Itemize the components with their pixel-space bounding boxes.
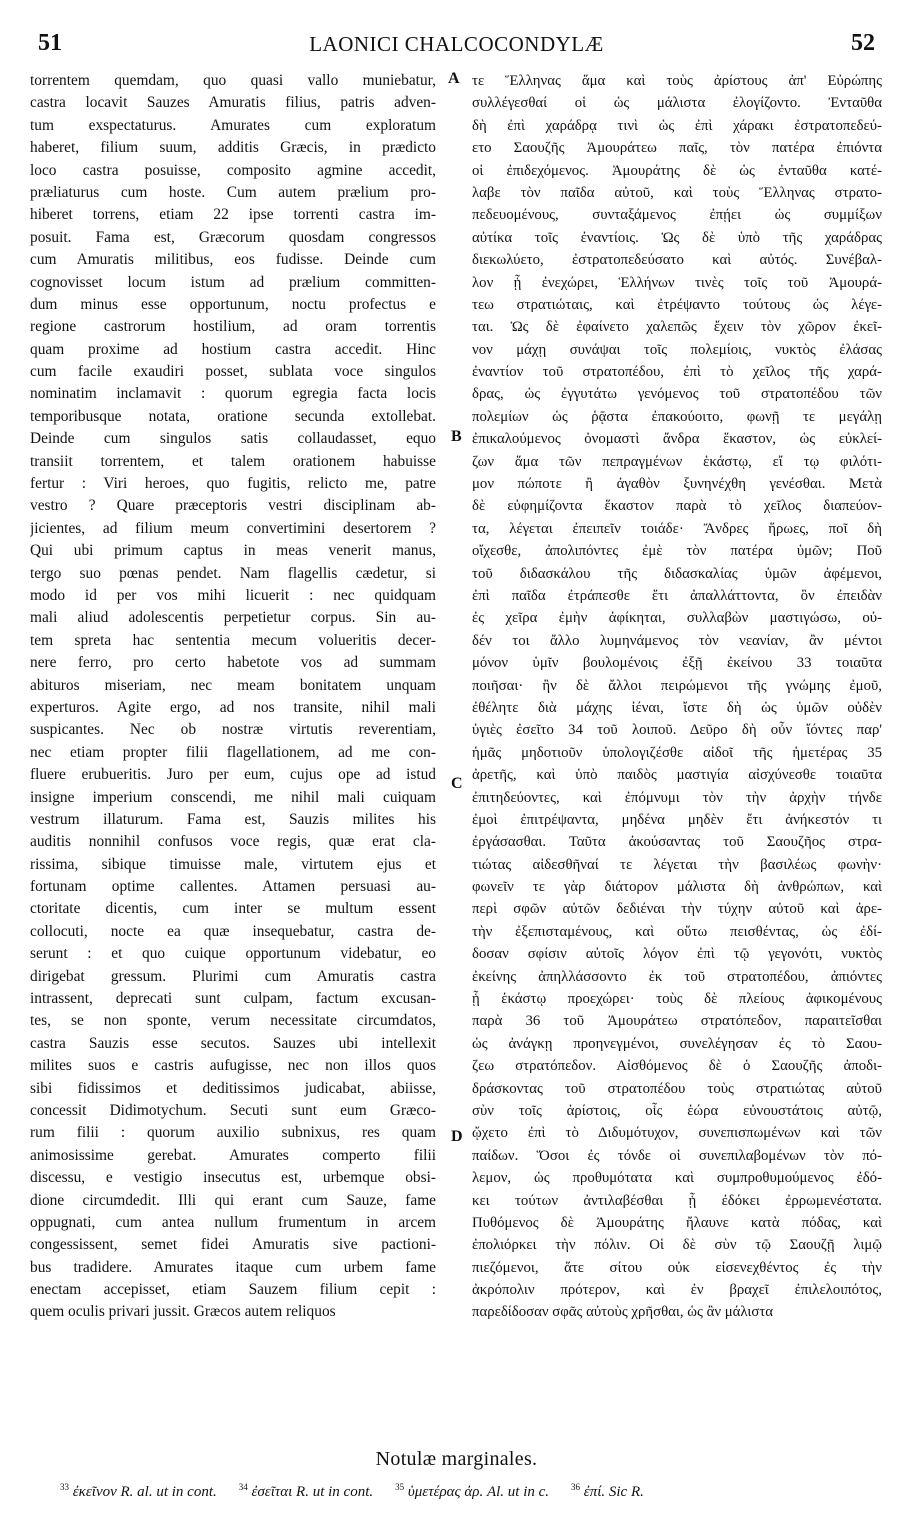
greek-text-line: παίδων. Ὅσοι ἐς τόνδε οἱ συνεπιλαβομένων τὸν πό- — [472, 1147, 882, 1164]
margin-marker-d: D — [451, 1128, 463, 1145]
latin-text-line: abituros miseriam, nec meam bonitatem unquam — [30, 676, 436, 694]
greek-text-line: δέν τοι ἄλλο λυμηνάμενος τὸν νεανίαν, ἂν μέντοι — [472, 632, 882, 649]
greek-text-line: δρας, ὡς ἐγγυτάτω γενόμενος τοῦ στρατοπέδου τῶν — [472, 386, 882, 403]
latin-text-line: tergo suo pœnas pendet. Nam flagellis cædetur, si — [30, 564, 436, 582]
latin-text-line: mali aliud adolescentis perpetietur corpus. Sin au- — [30, 609, 436, 627]
marginal-notes — [60, 1482, 873, 1501]
latin-text-line: castra locavit Sauzes Amuratis filius, patris adven- — [30, 94, 436, 112]
latin-text-line: discessu, e vestigio insecutus est, urbemque obsi- — [30, 1169, 436, 1187]
margin-marker-b: B — [451, 428, 462, 445]
latin-text-line: experturos. Agite ergo, ad nos transite, nihil mali — [30, 698, 436, 716]
greek-text-line: δράσκοντας τοῦ στρατοπέδου τοὺς στρατιώτας αὐτοῦ — [472, 1080, 882, 1097]
greek-text-line: πολεμίων ὡς ῥᾷστα ἐπακούοιτο, φωνῇ τε μεγάλῃ — [472, 408, 882, 425]
latin-text-line: tem spreta hac sententia mecum volueritis decer- — [30, 631, 436, 649]
greek-text-line: μον πώποτε ἢ ἀγαθὸν ξυνηνέχθη γενέσθαι. Μετὰ — [472, 476, 882, 493]
latin-text-line: nominatim inclamavit : quorum egregia facta locis — [30, 385, 436, 403]
latin-text-line: haberet, filium suum, additis Græcis, in prædicto — [30, 139, 436, 157]
latin-text-line: fluere erubueritis. Juro per eum, cujus ope ad istud — [30, 766, 436, 784]
latin-text-line: milites suos e castris aufugisse, nec non illos quos — [30, 1057, 436, 1075]
greek-text-line: νον μάχῃ συνάψαι τοῖς πολεμίοις, νυκτὸς ἐλάσας — [472, 341, 882, 358]
latin-text-line: enectam accepisset, etiam Sauzem filium cepit : — [30, 1281, 436, 1299]
greek-text-line: πεδευομένους, συνταξάμενος ἐπῄει ὡς συμμίξων — [472, 207, 882, 224]
greek-text-line: ετο Σαουζῆς Ἀμουράτεω παῖς, τὸν πατέρα ἐπιόντα — [472, 140, 882, 157]
latin-text-line: cognovisset locum istum ad prælium committen- — [30, 273, 436, 291]
greek-text-line: ἐργάσασθαι. Ταῦτα ἀκούσαντας τοῦ Σαουζῆος στρα- — [472, 834, 882, 851]
greek-text-line: ται. Ὡς δὲ ἐφαίνετο χαλεπῶς ἔχειν τὸν χῶρον ἐκεῖ- — [472, 319, 882, 336]
latin-column — [30, 70, 436, 1324]
greek-text-line: τὴν ἐξεπισταμένους, καὶ οὕτω πεισθέντας, ὡς ἐδί- — [472, 923, 882, 940]
greek-text-line: ποιῆσαι· ἢν δὲ ἄλλοι πειρώμενοι τῆς γνώμης ἐμοῦ, — [472, 677, 882, 694]
latin-text-line: rum filii : quorum auxilio subnixus, res quam — [30, 1124, 436, 1142]
running-title: LAONICI CHALCOCONDYLÆ — [309, 32, 604, 56]
greek-text-line: ὡς ἀνάγκῃ προηνεγμένοι, συνελέγησαν ἐς τὸ Σαου- — [472, 1035, 882, 1052]
greek-text-line: ὑγιὲς ἐσεῖτο 34 τοῦ λοιποῦ. Δεῦρο δὴ οὖν ἴόντες παρ' — [472, 722, 882, 739]
note-text: ἐσεῖται R. ut in cont. — [247, 1484, 374, 1500]
latin-text-line: suspicantes. Nec ob nostræ virtutis reverentiam, — [30, 721, 436, 739]
greek-text-line: λεμον, ὡς προθυμότατα καὶ συμπροθυμούμενος ἐδό- — [472, 1170, 882, 1187]
latin-text-line: fortunam optime callentes. Attamen persuasi au- — [30, 878, 436, 896]
greek-text-line: δὲ εὐφημίζοντα ἕκαστον παρὰ τὸ χεῖλος διαπεύον- — [472, 498, 882, 515]
latin-text-line: vestrum illaturum. Fama est, Sauzis milites his — [30, 810, 436, 828]
note-text: ἐπί. Sic R. — [580, 1484, 644, 1500]
latin-text-line: præliaturus cum hoste. Cum autem prælium pro- — [30, 183, 436, 201]
greek-text-line: ἀκρόπολιν πρότερον, καὶ ἐν βραχεῖ ἐπιλελοιπότος, — [472, 1282, 882, 1299]
greek-text-line: συλλέγεσθαί οἱ ὡς μάλιστα ἐλογίζοντο. Ἐνταῦθα — [472, 95, 882, 112]
latin-text-line: modo id per vos mihi licuerit : nec quidquam — [30, 586, 436, 604]
greek-text-line: τε Ἕλληνας ἅμα καὶ τοὺς ἀρίστους ἀπ' Εὐρώπης — [472, 73, 882, 89]
greek-text-line: ἐπιτηδεύοντες, καὶ ἐπόμνυμι τὸν τὴν ἀρχὴν τήνδε — [472, 789, 882, 806]
note-number: 35 — [395, 1482, 405, 1492]
greek-text-line: Πυθόμενος δὲ Ἀμουράτης ἤλαυνε κατὰ πόδας, καὶ — [472, 1214, 882, 1231]
page-header — [38, 30, 875, 60]
greek-text-line: δὴ ἐπὶ χαράδρᾳ τινὶ ὡς ἐπὶ χάρακι ἐστρατοπεδεύ- — [472, 117, 882, 134]
marginal-note — [395, 1484, 549, 1500]
greek-text-line: ἐμοὶ ἐπιτρέψαντα, μηδένα μηδὲν ἔτι ἀνήκεστόν τι — [472, 811, 882, 828]
greek-text-line: αὐτίκα τοῖς ἐναντίοις. Ὡς δὲ ὑπὸ τῆς χαράδρας — [472, 229, 882, 246]
note-number: 36 — [571, 1482, 581, 1492]
greek-text-line: περὶ σφῶν αὐτῶν δεδιέναι τὴν τύχην αὐτοῦ καὶ ἀρε- — [472, 901, 882, 918]
right-page-number: 52 — [851, 30, 875, 56]
marginal-note — [571, 1484, 644, 1500]
greek-text-line: λαβε τὸν παῖδα αὐτοῦ, καὶ τοὺς Ἕλληνας στρατο- — [472, 184, 882, 201]
latin-text-line: serunt : et quo cuique opportunum videbatur, eo — [30, 945, 436, 963]
latin-text-line: concessit Didimotychum. Secuti sunt eum Græco- — [30, 1101, 436, 1119]
greek-text-line: ἐναντίον τοῦ στρατοπέδου, ἐπὶ τὸ χεῖλος τῆς χαρά- — [472, 364, 882, 381]
left-page-number: 51 — [38, 30, 62, 56]
latin-text-line: sibi fidissimos et deditissimos judicabat, abiisse, — [30, 1079, 436, 1097]
latin-text-line: rissima, sibique timuisse male, virtutem ejus et — [30, 855, 436, 873]
greek-text-line: παρεδίδοσαν σφᾶς αὐτοὺς χρῆσθαι, ὡς ἂν μάλιστα — [472, 1304, 774, 1321]
greek-text-line: μόνον ὑμῖν βουλομένοις ἐξῇ ἐκείνου 33 τοιαῦτα — [472, 655, 882, 672]
latin-text-line: dum minus esse opportunum, noctu profectus e — [30, 295, 436, 313]
latin-text-line: collocuti, nocte ea quæ insequebatur, castra de- — [30, 922, 436, 940]
latin-text-line: Qui ubi primum captus in meas venerit manus, — [30, 542, 436, 560]
latin-text-line: bus tradidere. Amurates itaque cum urbem fame — [30, 1258, 436, 1276]
greek-text-line: λον ᾗ ἐνεχώρει, Ἑλλήνων τινὲς τοῖς τοῦ Ἀμουρά- — [472, 274, 882, 291]
latin-text-line: quam proxime ad hostium castra accedit. Hinc — [30, 340, 436, 358]
latin-text-line: posuit. Fama est, Græcorum quosdam congressos — [30, 228, 436, 246]
greek-text-line: τα, λέγεται ἐπειπεῖν τοιάδε· Ἄνδρες ἥρωες, ποῖ δὴ — [472, 520, 882, 537]
greek-text-line: ἐπὶ παῖδα ἐτράπεσθε ἔτι ἀπαλλάττοντα, ὃν ἐπειδὰν — [472, 587, 882, 604]
greek-text-line: ἐς χεῖρα ἐμὴν ἀφίκηται, συλλαβὼν μαστιγώσω, οὐ- — [472, 610, 882, 627]
latin-text-line: hiberet torrens, etiam 22 ipse torrenti castra im- — [30, 206, 436, 224]
greek-text-line: παρὰ 36 τοῦ Ἀμουράτεω στρατόπεδον, παραιτεῖσθαι — [472, 1013, 882, 1030]
greek-text-line: οἴχεσθε, ἀπολιπόντες ἐμὲ τὸν πατέρα ὑμῶν; Ποῦ — [472, 543, 882, 560]
latin-text-line: nere ferro, pro certo habetote vos ad summam — [30, 654, 436, 672]
greek-text-line: τοῦ διδασκάλου τῆς διδασκαλίας ὑμῶν ἀφέμενοι, — [472, 565, 882, 582]
greek-text-line: ἐκείνης ἀπηλλάσσοντο ἐκ τοῦ στρατοπέδου, ἀπιόντες — [472, 968, 882, 985]
greek-text-line: ᾤχετο ἐπὶ τὸ Διδυμότυχον, συνεπισπωμένων καὶ τῶν — [472, 1125, 882, 1142]
latin-text-line: quem oculis privari jussit. Græcos autem reliquos — [30, 1303, 336, 1321]
latin-text-line: temporibusque notata, oratione secunda extollebat. — [30, 407, 436, 425]
latin-text-line: castra Sauzis esse secutos. Sauzes ubi intellexit — [30, 1034, 436, 1052]
note-text: ἐκεῖνον R. al. ut in cont. — [69, 1484, 217, 1500]
greek-text-line: ἡμᾶς μηδοτιοῦν ὑπολογιζέσθε αἰδοῖ τῆς ἡμετέρας 35 — [472, 744, 882, 761]
latin-text-line: torrentem quemdam, quo quasi vallo muniebatur, — [30, 72, 436, 89]
greek-text-line: ἐπικαλούμενος ὀνομαστὶ ἄνδρα ἕκαστον, ὡς εὐκλεί- — [472, 431, 882, 448]
latin-text-line: oppugnati, cum antea nullum frumentum in arcem — [30, 1213, 436, 1231]
note-text: ὑμετέρας ἀρ. Al. ut in c. — [404, 1484, 550, 1500]
greek-text-line: ἐπολιόρκει τὴν πόλιν. Οἱ δὲ σὺν τῷ Σαουζῇ λιμῷ — [472, 1237, 882, 1254]
latin-text-line: animosissime gerebat. Amurates comperto filii — [30, 1146, 436, 1164]
note-number: 33 — [60, 1482, 69, 1492]
greek-text-line: κει τούτων ἀντιλαβέσθαι ᾗ ἐδόκει ἐρρωμενέστατα. — [472, 1192, 882, 1209]
greek-column — [472, 70, 882, 1324]
latin-text-line: ctoritate dicentis, cum inter se multum essent — [30, 900, 436, 918]
greek-text-line: φωνεῖν τε γὰρ διάτορον μάλιστα δὴ ἀνθρώπων, καὶ — [472, 879, 882, 896]
latin-text-line: cum Amuratis militibus, eos fudisse. Deinde cum — [30, 251, 436, 269]
greek-text-line: σὺν τοῖς ἀρίστοις, οἷς ἑώρα εὐνουστάτοις αὐτῷ, — [472, 1102, 882, 1119]
greek-text-line: τιώτας αἰδεσθῆναί τε λέγεται τὴν βασιλέως φωνὴν· — [472, 856, 882, 873]
greek-text-line: ζων ἅμα τῶν πεπραγμένων ἑκάστῳ, εἴ τῳ φιλότι- — [472, 453, 882, 470]
greek-text-line: τεω στρατιώταις, καὶ ἐτρέψαντο τούτους ὡς λέγε- — [472, 296, 882, 313]
latin-text-line: tes, se non sponte, verum necessitate circumdatos, — [30, 1012, 436, 1030]
latin-text-line: jicientes, ad filium meum convertimini desertorem ? — [30, 519, 436, 537]
greek-text-line: ᾗ ἑκάστῳ προεχώρει· τοὺς δὲ πλείους ἀφικομένους — [472, 991, 882, 1008]
greek-text-line: ἀρετῆς, καὶ ὑπὸ παιδὸς μαστιγία αἰσχύνεσθε τοιαῦτα — [472, 767, 882, 784]
latin-text-line: dirigebat gressum. Plurimi cum Amuratis castra — [30, 967, 436, 985]
latin-text-line: dione circumdedit. Illi qui erant cum Sauze, fame — [30, 1191, 436, 1209]
latin-text-line: cum facile exaudiri posset, sublata voce singulos — [30, 363, 436, 381]
greek-text-line: οἱ ἐπιδεχόμενος. Ἀμουράτης δὲ ὡς ἐνταῦθα κατέ- — [472, 162, 882, 179]
greek-text-line: πιεζόμενοι, ἅτε σίτου οὐκ εἰσενεχθέντος ἐς τὴν — [472, 1259, 882, 1276]
latin-text-line: insigne imperium conscendi, me nihil mali cuiquam — [30, 788, 436, 806]
latin-text-line: loco castra posuisse, composito agmine accedit, — [30, 161, 436, 179]
greek-text-line: ἐθέλητε διὰ μάχης ἰέναι, ἴστε δὴ ὡς ὑμῶν οὐδὲν — [472, 699, 882, 716]
latin-text-line: nec etiam propter filii flagellationem, ad me con- — [30, 743, 436, 761]
greek-text-line: δοσαν σφίσιν αὐτοῖς λόγον ἐπὶ τῷ γεγονότι, νυκτὸς — [472, 946, 882, 963]
latin-text-line: auditis nonnihil confusos voce regis, quæ erat cla- — [30, 833, 436, 851]
latin-text-line: intrassent, deprecati sunt culpam, factum excusan- — [30, 990, 436, 1008]
margin-marker-a: A — [448, 70, 460, 87]
marginal-note — [239, 1484, 373, 1500]
latin-text-line: transiit torrentem, et talem orationem habuisse — [30, 452, 436, 470]
greek-text-line: ζεω στρατόπεδον. Αἰσθόμενος δὲ ὁ Σαουζῆς ἀποδι- — [472, 1058, 882, 1075]
latin-text-line: tum exspectaturus. Amurates cum exploratum — [30, 116, 436, 134]
latin-text-line: regione castrorum hostilium, ad oram torrentis — [30, 318, 436, 336]
latin-text-line: Deinde cum singulos satis collaudasset, equo — [30, 430, 436, 448]
latin-text-line: fertur : Viri heroes, quo fugitis, relicto me, patre — [30, 475, 436, 493]
marginal-note — [60, 1484, 217, 1500]
latin-text-line: congessissent, semet fidei Amuratis sive pactioni- — [30, 1236, 436, 1254]
latin-text-line: vestro ? Quare præceptoris vestri disciplinam ab- — [30, 497, 436, 515]
greek-text-line: διεκωλύετο, ἐστρατοπεδεύσατο καὶ αὐτός. Συνέβαλ- — [472, 252, 882, 269]
notes-title: Notulæ marginales. — [375, 1448, 538, 1470]
note-number: 34 — [238, 1482, 248, 1492]
margin-marker-c: C — [451, 775, 463, 792]
